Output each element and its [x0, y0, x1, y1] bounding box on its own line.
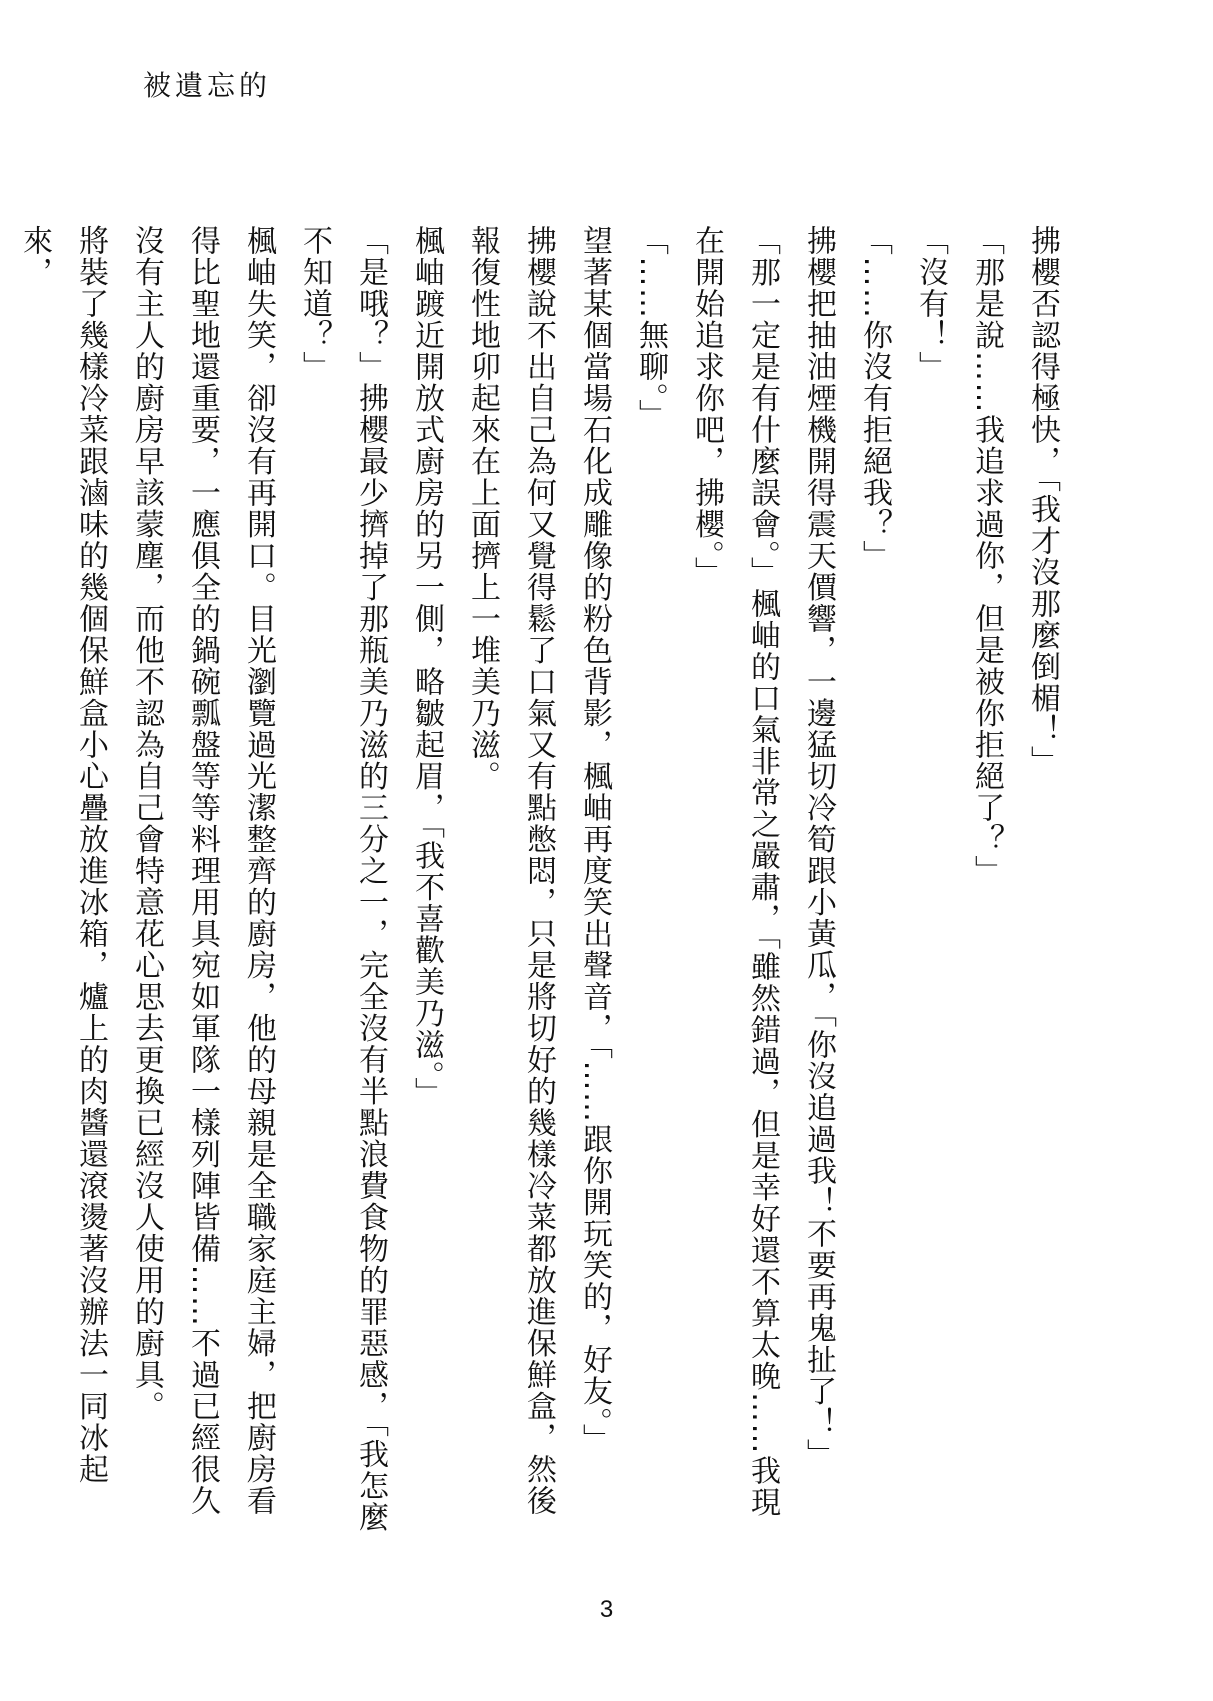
paragraph: 「那一定是有什麼誤會。」楓岫的口氣非常之嚴肅，「雖然錯過，但是幸好還不算太晚……我現在開始追求你吧，拂櫻。」 [689, 225, 780, 1518]
paragraph: 楓岫失笑，卻沒有再開口。目光瀏覽過光潔整齊的廚房，他的母親是全職家庭主婦，把廚房看得比聖地還重要，一應俱全的鍋碗瓢盤等等料理用具宛如軍隊一樣列陣皆備……不過已經很久沒有主人的廚房早該蒙塵，而他不認為自己會特意花心思去更換已經沒人使用的廚具。 [129, 225, 276, 1517]
body-text [17, 225, 1070, 1540]
paragraph: 望著某個當場石化成雕像的粉色背影，楓岫再度笑出聲音，「……跟你開玩笑的，好友。」 [577, 225, 612, 1455]
paragraph: 將裝了幾樣冷菜跟滷味的幾個保鮮盒小心疊放進冰箱，爐上的肉醬還滾燙著沒辦法一同冰起來， [17, 225, 108, 1485]
page-number: 3 [599, 1596, 614, 1623]
paragraph: 「……你沒有拒絕我？」 [857, 225, 892, 572]
paragraph: 拂櫻否認得極快，「我才沒那麼倒楣！」 [1025, 225, 1060, 777]
paragraph: 「沒有！」 [913, 225, 948, 383]
paragraph: 楓岫踱近開放式廚房的另一側，略皺起眉，「我不喜歡美乃滋。」 [409, 225, 444, 1109]
paragraph: 「……無聊。」 [633, 225, 668, 431]
paragraph: 拂櫻說不出自己為何又覺得鬆了口氣又有點憋悶，只是將切好的幾樣冷菜都放進保鮮盒，然後報復性地卯起來在上面擠上一堆美乃滋。 [465, 225, 556, 1517]
paragraph: 「那是說……我追求過你，但是被你拒絕了？」 [969, 225, 1004, 887]
paragraph: 「是哦？」拂櫻最少擠掉了那瓶美乃滋的三分之一，完全沒有半點浪費食物的罪惡感，「我怎麼不知道？」 [297, 225, 388, 1533]
paragraph: 拂櫻把抽油煙機開得震天價響，一邊猛切冷筍跟小黃瓜，「你沒追過我！不要再鬼扯了！」 [801, 225, 836, 1470]
running-header: 被遺忘的 [143, 69, 272, 102]
